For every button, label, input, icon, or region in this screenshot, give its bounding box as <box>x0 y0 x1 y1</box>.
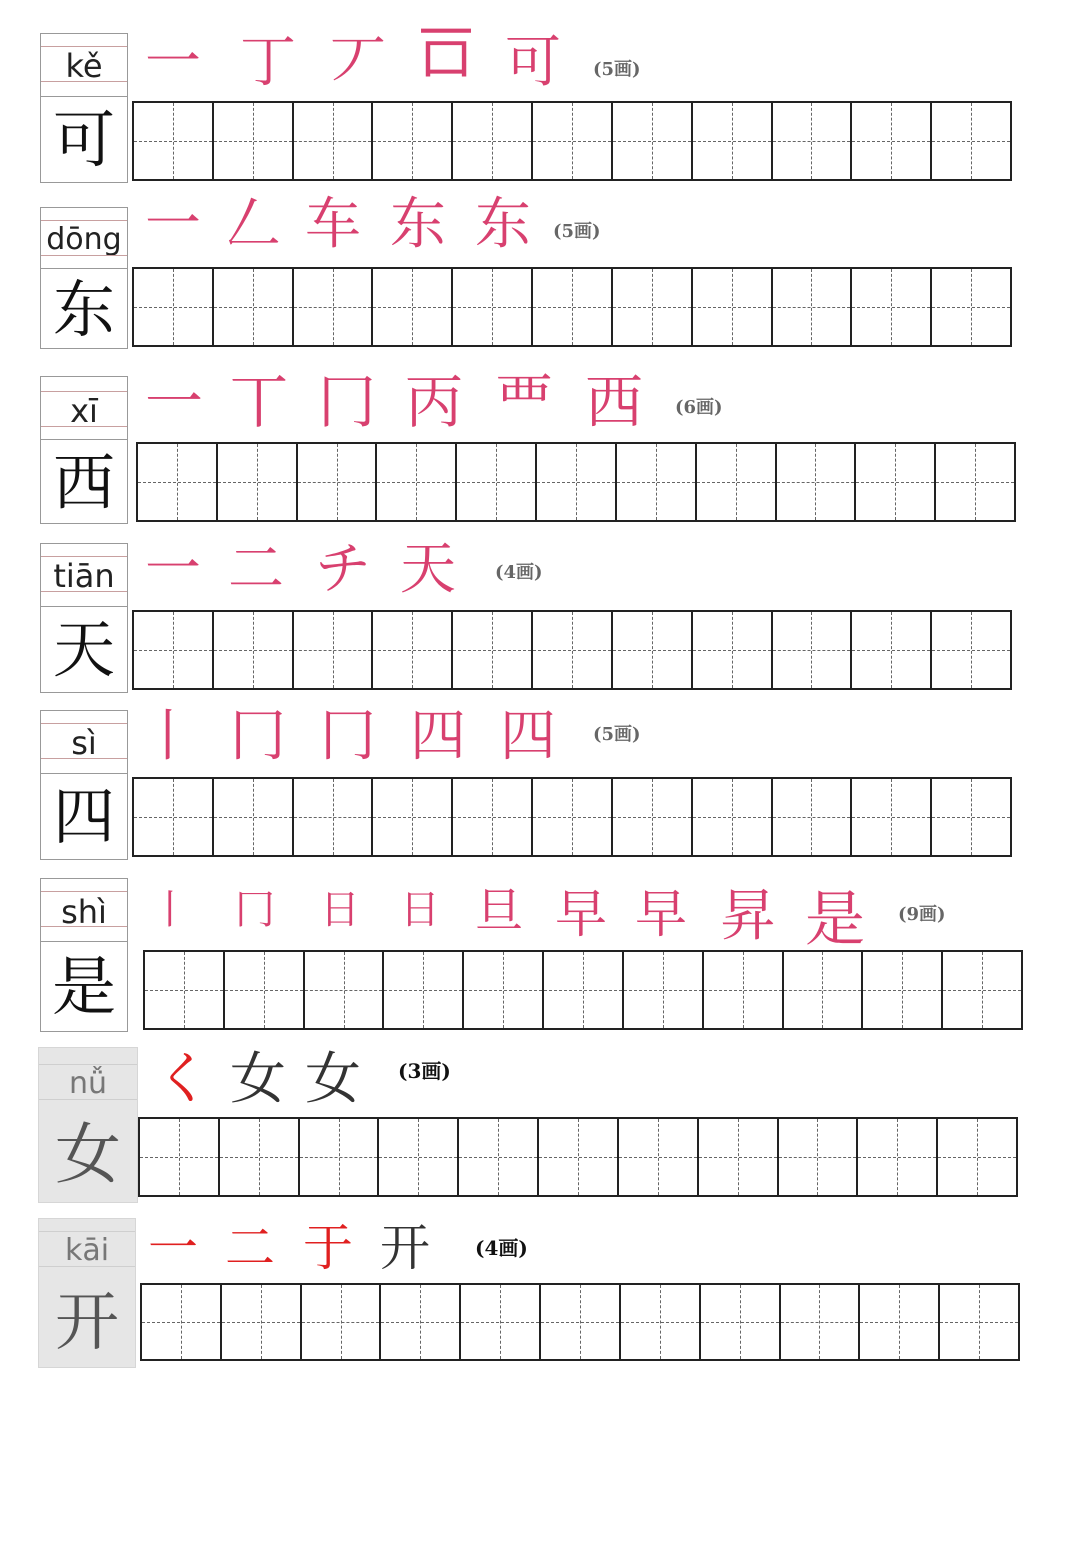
practice-cell[interactable] <box>777 444 857 520</box>
stroke-step: 早 <box>635 885 688 945</box>
stroke-step: 开 <box>380 1219 430 1277</box>
practice-cell[interactable] <box>932 269 1010 345</box>
stroke-step: 𠃋 <box>225 192 281 257</box>
practice-cell[interactable] <box>214 269 294 345</box>
stroke-step: 女 <box>230 1047 286 1112</box>
practice-cell[interactable] <box>373 779 453 855</box>
practice-cell[interactable] <box>697 444 777 520</box>
practice-cell[interactable] <box>453 103 533 179</box>
practice-cell[interactable] <box>457 444 537 520</box>
practice-cell[interactable] <box>704 952 784 1028</box>
practice-cell[interactable] <box>613 103 693 179</box>
pinyin-label: xī <box>41 383 127 435</box>
practice-cell[interactable] <box>294 103 374 179</box>
stroke-count: (6画) <box>675 397 723 418</box>
practice-grid[interactable] <box>140 1283 1020 1361</box>
practice-cell[interactable] <box>533 103 613 179</box>
stroke-step: チ <box>315 537 371 602</box>
practice-cell[interactable] <box>693 612 773 688</box>
practice-cell[interactable] <box>461 1285 541 1359</box>
practice-cell[interactable] <box>145 952 225 1028</box>
stroke-step: 冂 <box>235 887 275 933</box>
stroke-step: 日 <box>400 887 440 933</box>
practice-cell[interactable] <box>613 779 693 855</box>
practice-cell[interactable] <box>781 1285 861 1359</box>
card-divider <box>41 606 127 607</box>
practice-cell[interactable] <box>373 269 453 345</box>
practice-cell[interactable] <box>701 1285 781 1359</box>
stroke-step: 丨 <box>150 887 190 933</box>
character-card <box>40 207 128 349</box>
practice-cell[interactable] <box>544 952 624 1028</box>
stroke-step: く <box>155 1047 211 1112</box>
practice-cell[interactable] <box>624 952 704 1028</box>
card-divider <box>41 439 127 440</box>
stroke-step: 丁 <box>240 30 296 95</box>
stroke-step: 西 <box>585 368 644 436</box>
pinyin-label: kě <box>41 38 127 90</box>
practice-cell[interactable] <box>693 269 773 345</box>
card-divider <box>41 941 127 942</box>
practice-cell[interactable] <box>852 103 932 179</box>
practice-grid[interactable] <box>132 610 1012 690</box>
practice-cell[interactable] <box>453 269 533 345</box>
stroke-count: (5画) <box>593 59 641 80</box>
stroke-count: (5画) <box>553 221 601 242</box>
stroke-step: 早 <box>555 885 608 945</box>
practice-cell[interactable] <box>140 1119 220 1195</box>
practice-cell[interactable] <box>779 1119 859 1195</box>
stroke-step: 车 <box>305 192 361 257</box>
model-character: 女 <box>55 1116 121 1193</box>
practice-grid[interactable] <box>132 267 1012 347</box>
practice-cell[interactable] <box>858 1119 938 1195</box>
practice-cell[interactable] <box>138 444 218 520</box>
practice-cell[interactable] <box>225 952 305 1028</box>
practice-grid[interactable] <box>132 777 1012 857</box>
character-card <box>38 1218 136 1368</box>
practice-cell[interactable] <box>613 612 693 688</box>
practice-cell[interactable] <box>856 444 936 520</box>
practice-cell[interactable] <box>533 779 613 855</box>
practice-cell[interactable] <box>220 1119 300 1195</box>
practice-cell[interactable] <box>300 1119 380 1195</box>
practice-cell[interactable] <box>936 444 1014 520</box>
practice-cell[interactable] <box>142 1285 222 1359</box>
practice-cell[interactable] <box>377 444 457 520</box>
practice-cell[interactable] <box>693 103 773 179</box>
stroke-step: 覀 <box>495 368 554 436</box>
practice-cell[interactable] <box>537 444 617 520</box>
practice-cell[interactable] <box>222 1285 302 1359</box>
practice-cell[interactable] <box>214 779 294 855</box>
stroke-step: 四 <box>410 704 466 769</box>
practice-cell[interactable] <box>453 779 533 855</box>
stroke-count: (9画) <box>898 904 946 925</box>
character-card <box>40 543 128 693</box>
practice-cell[interactable] <box>932 612 1010 688</box>
stroke-step: 丆 <box>330 30 386 95</box>
practice-cell[interactable] <box>852 269 932 345</box>
stroke-step: 东 <box>390 192 446 257</box>
practice-grid[interactable] <box>138 1117 1018 1197</box>
stroke-step: 日 <box>320 887 360 933</box>
pinyin-label: shì <box>41 883 127 935</box>
stroke-count: (4画) <box>495 562 543 583</box>
stroke-step: 天 <box>400 537 456 602</box>
stroke-step: 一 <box>145 30 201 95</box>
character-card <box>38 1047 138 1203</box>
practice-cell[interactable] <box>294 779 374 855</box>
stroke-count: (4画) <box>475 1236 528 1260</box>
character-card <box>40 376 128 524</box>
practice-cell[interactable] <box>932 779 1010 855</box>
practice-cell[interactable] <box>773 269 853 345</box>
practice-cell[interactable] <box>302 1285 382 1359</box>
stroke-count: (5画) <box>593 724 641 745</box>
pinyin-label: nǚ <box>39 1056 137 1108</box>
model-character: 东 <box>52 273 115 346</box>
practice-cell[interactable] <box>619 1119 699 1195</box>
stroke-step: 丙 <box>405 368 464 436</box>
stroke-step: 女 <box>305 1047 361 1112</box>
card-divider <box>41 773 127 774</box>
practice-cell[interactable] <box>541 1285 621 1359</box>
practice-cell[interactable] <box>539 1119 619 1195</box>
stroke-step: 一 <box>148 1219 198 1277</box>
practice-cell[interactable] <box>773 779 853 855</box>
stroke-step: 冂 <box>320 704 376 769</box>
practice-cell[interactable] <box>699 1119 779 1195</box>
practice-cell[interactable] <box>373 612 453 688</box>
practice-cell[interactable] <box>305 952 385 1028</box>
practice-cell[interactable] <box>134 269 214 345</box>
stroke-step: 四 <box>500 704 556 769</box>
stroke-step: 丅 <box>230 368 289 436</box>
practice-cell[interactable] <box>860 1285 940 1359</box>
practice-cell[interactable] <box>381 1285 461 1359</box>
practice-cell[interactable] <box>298 444 378 520</box>
practice-cell[interactable] <box>214 103 294 179</box>
stroke-step: 可 <box>505 30 561 95</box>
stroke-step: 冂 <box>230 704 286 769</box>
character-card <box>40 878 128 1032</box>
stroke-step: 冂 <box>318 368 377 436</box>
stroke-count: (3画) <box>398 1059 451 1083</box>
model-character: 是 <box>52 951 116 1025</box>
stroke-step: 𠮛 <box>418 21 474 86</box>
model-character: 可 <box>52 103 115 176</box>
practice-cell[interactable] <box>533 269 613 345</box>
pinyin-label: tiān <box>41 548 127 600</box>
practice-cell[interactable] <box>613 269 693 345</box>
character-card <box>40 33 128 183</box>
practice-cell[interactable] <box>852 612 932 688</box>
practice-cell[interactable] <box>214 612 294 688</box>
stroke-step: 丨 <box>140 704 196 769</box>
practice-cell[interactable] <box>459 1119 539 1195</box>
stroke-step: 二 <box>228 537 284 602</box>
model-character: 西 <box>52 446 115 519</box>
model-character: 开 <box>55 1286 119 1360</box>
stroke-step: 昇 <box>720 884 776 949</box>
pinyin-label: sì <box>41 715 127 767</box>
practice-cell[interactable] <box>773 103 853 179</box>
practice-cell[interactable] <box>453 612 533 688</box>
practice-cell[interactable] <box>218 444 298 520</box>
practice-cell[interactable] <box>134 103 214 179</box>
practice-grid[interactable] <box>143 950 1023 1030</box>
practice-cell[interactable] <box>863 952 943 1028</box>
stroke-step: 二 <box>225 1219 275 1277</box>
practice-cell[interactable] <box>134 779 214 855</box>
practice-cell[interactable] <box>373 103 453 179</box>
card-divider <box>41 96 127 97</box>
practice-cell[interactable] <box>940 1285 1018 1359</box>
practice-cell[interactable] <box>693 779 773 855</box>
model-character: 四 <box>52 780 115 853</box>
pinyin-label: kāi <box>39 1223 135 1275</box>
stroke-step: 一 <box>145 192 201 257</box>
model-character: 天 <box>52 613 115 686</box>
practice-cell[interactable] <box>943 952 1021 1028</box>
practice-cell[interactable] <box>294 269 374 345</box>
stroke-step: 一 <box>145 537 201 602</box>
stroke-step: 东 <box>475 192 531 257</box>
practice-cell[interactable] <box>384 952 464 1028</box>
character-card <box>40 710 128 860</box>
stroke-step: 是 <box>805 885 865 955</box>
practice-grid[interactable] <box>136 442 1016 522</box>
stroke-step: 于 <box>303 1219 353 1277</box>
practice-cell[interactable] <box>621 1285 701 1359</box>
pinyin-label: dōng <box>41 212 127 264</box>
practice-cell[interactable] <box>464 952 544 1028</box>
practice-cell[interactable] <box>533 612 613 688</box>
practice-cell[interactable] <box>379 1119 459 1195</box>
practice-grid[interactable] <box>132 101 1012 181</box>
practice-cell[interactable] <box>294 612 374 688</box>
practice-cell[interactable] <box>938 1119 1016 1195</box>
stroke-step: 一 <box>145 368 204 436</box>
practice-cell[interactable] <box>852 779 932 855</box>
practice-cell[interactable] <box>773 612 853 688</box>
practice-cell[interactable] <box>784 952 864 1028</box>
stroke-step: 旦 <box>475 883 524 939</box>
practice-cell[interactable] <box>932 103 1010 179</box>
practice-cell[interactable] <box>134 612 214 688</box>
practice-cell[interactable] <box>617 444 697 520</box>
